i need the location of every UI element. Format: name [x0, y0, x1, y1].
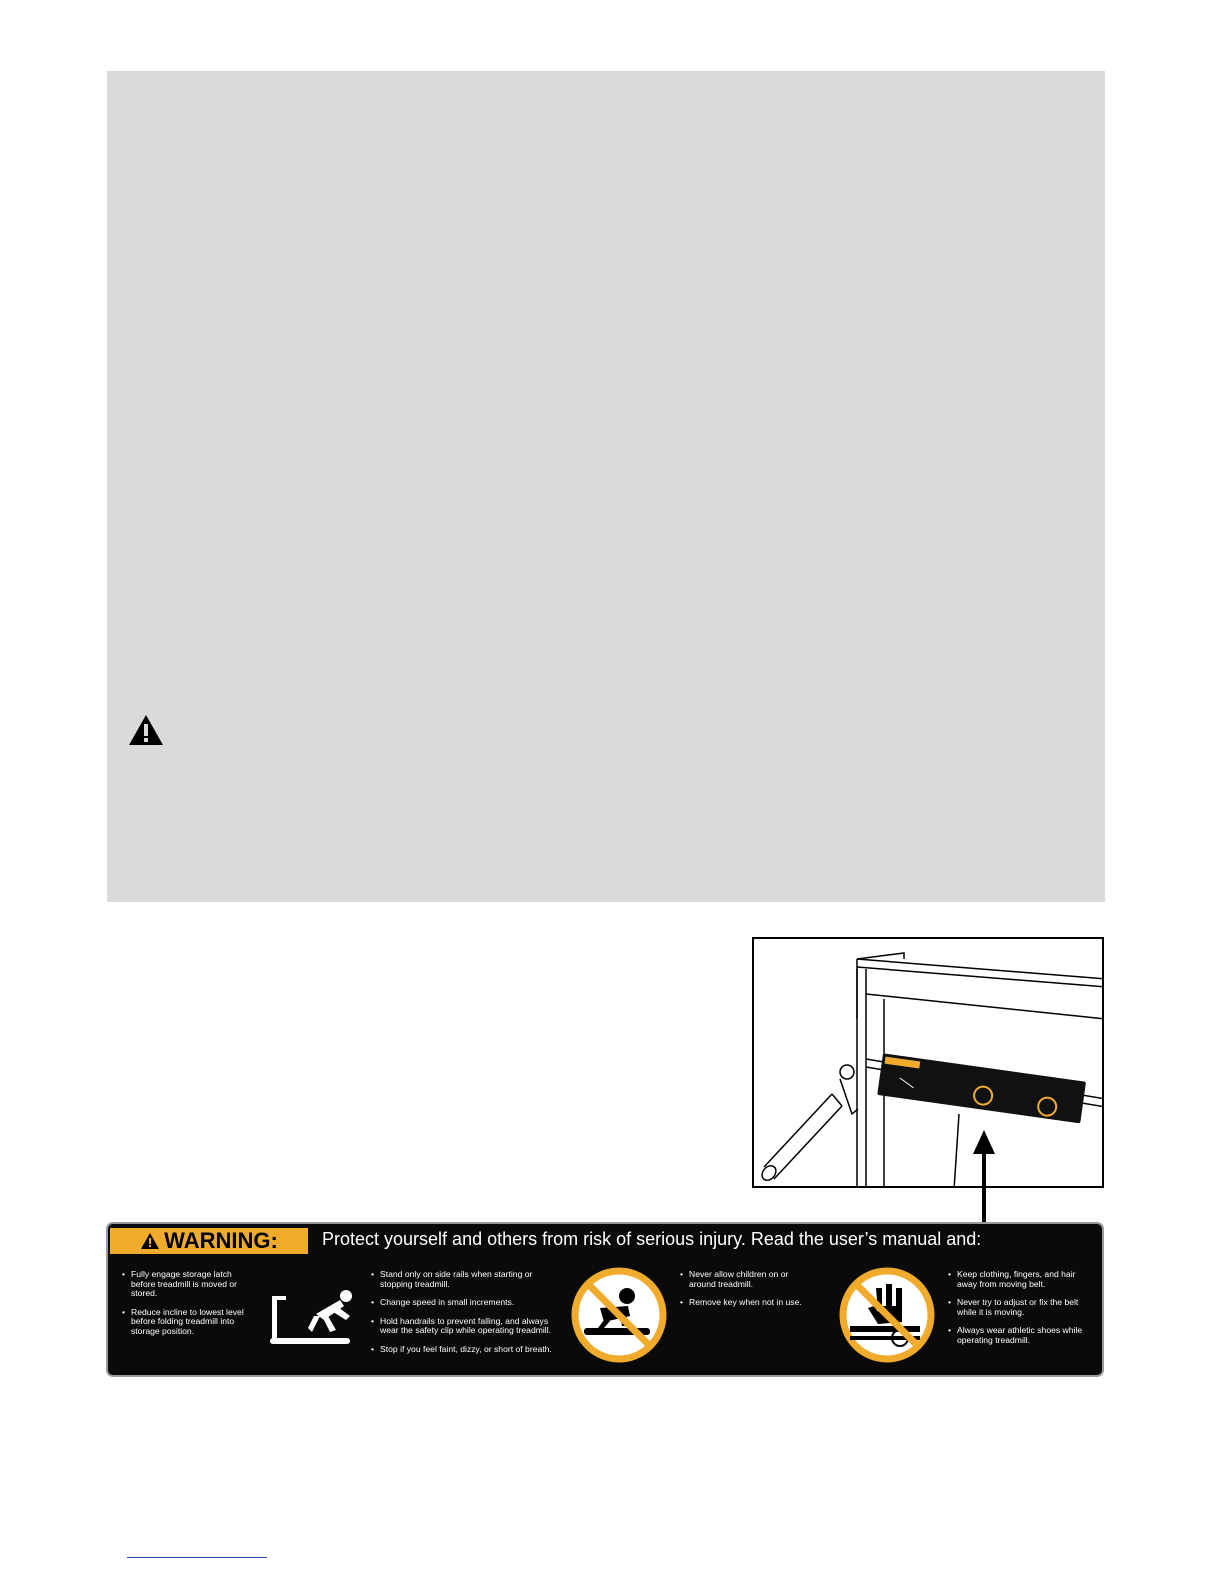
warning-heading	[110, 1228, 308, 1254]
no-children-icon	[570, 1266, 668, 1364]
footer-link-underline[interactable]	[127, 1557, 267, 1558]
warning-heading-text: WARNING:	[164, 1228, 278, 1253]
warning-item: • Hold handrails to prevent falling, and always wear the safety clip while operating treadmill.	[371, 1317, 561, 1336]
warning-triangle-icon	[127, 713, 165, 747]
warning-item: • Remove key when not in use.	[680, 1298, 812, 1308]
treadmill-illustration	[752, 937, 1104, 1188]
warning-tagline: Protect yourself and others from risk of serious injury. Read the user’s manual and:	[322, 1229, 982, 1249]
warning-column-3	[680, 1270, 812, 1317]
warning-item: • Fully engage storage latch before treadmill is moved or stored.	[122, 1270, 254, 1299]
warning-column-4	[948, 1270, 1088, 1355]
warning-item: • Keep clothing, fingers, and hair away from moving belt.	[948, 1270, 1088, 1289]
warning-item: • Always wear athletic shoes while operating treadmill.	[948, 1326, 1088, 1345]
no-hands-near-belt-icon	[838, 1266, 936, 1364]
warning-item: • Reduce incline to lowest level before folding treadmill into storage position.	[122, 1308, 254, 1337]
warning-triangle-icon	[140, 1232, 160, 1250]
person-falling-icon	[268, 1286, 358, 1346]
warning-item: • Never try to adjust or fix the belt while it is moving.	[948, 1298, 1088, 1317]
warning-column-2	[371, 1270, 561, 1364]
gray-panel	[107, 71, 1105, 902]
arrow-pointer	[970, 1128, 998, 1226]
warning-column-1	[122, 1270, 254, 1346]
warning-item: • Stand only on side rails when starting or stopping treadmill.	[371, 1270, 561, 1289]
warning-decal	[106, 1222, 1104, 1377]
warning-item: • Change speed in small increments.	[371, 1298, 561, 1308]
warning-item: • Never allow children on or around treadmill.	[680, 1270, 812, 1289]
warning-item: • Stop if you feel faint, dizzy, or short of breath.	[371, 1345, 561, 1355]
